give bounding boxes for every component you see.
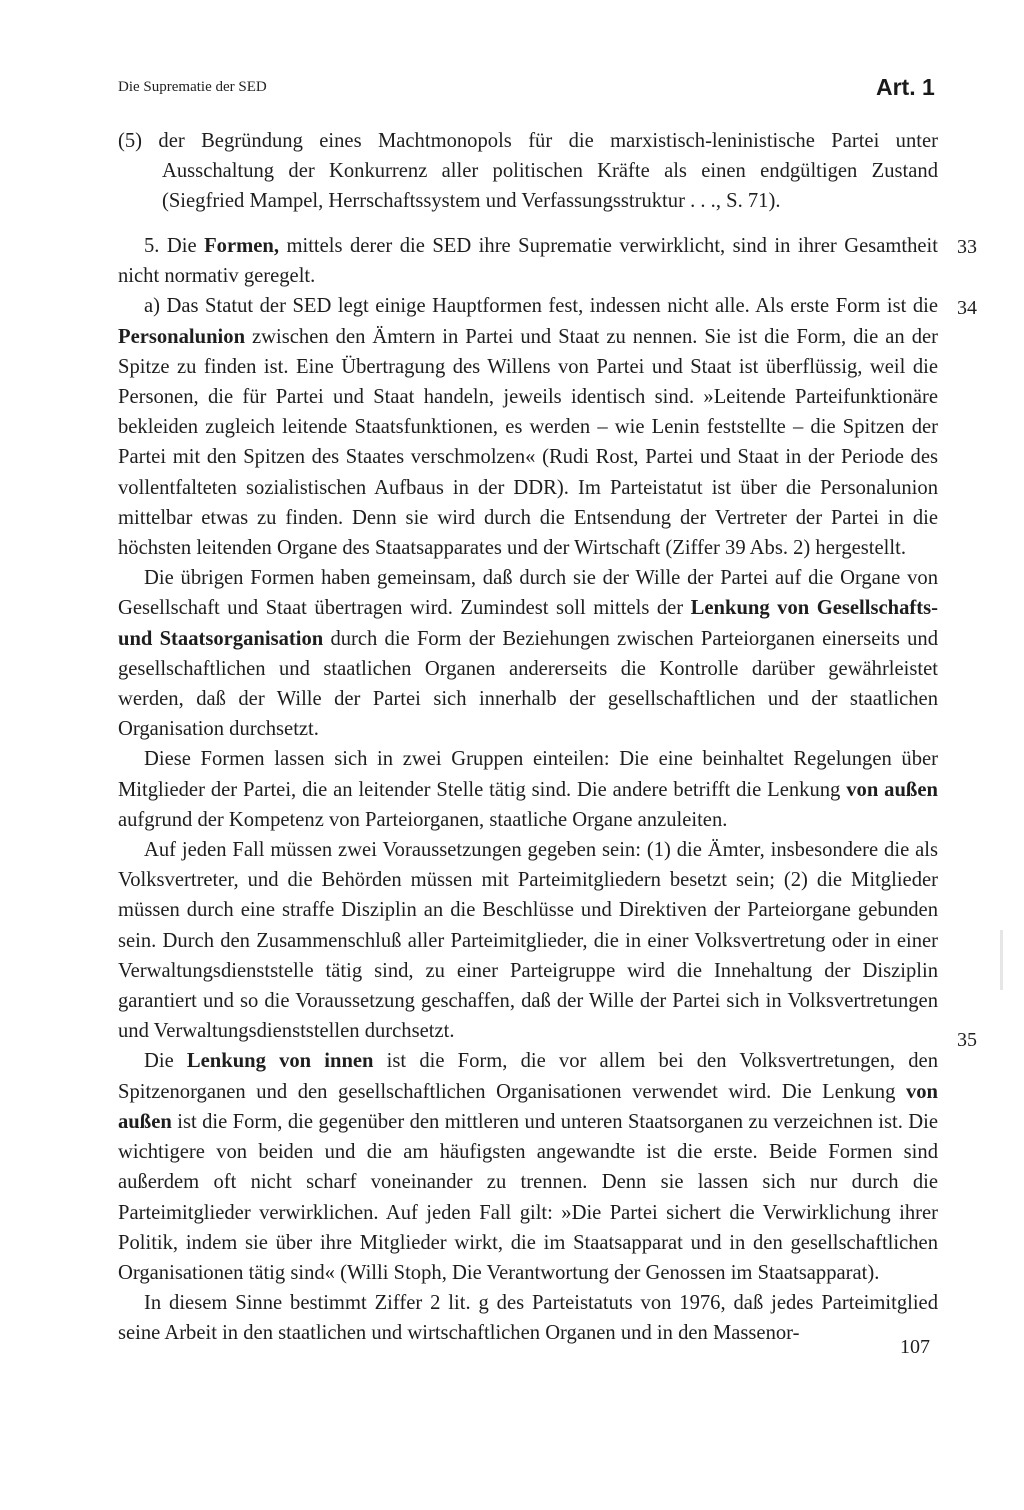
bold-term-lenkung-von-innen: Lenkung von innen — [186, 1050, 374, 1073]
text-run: 5. Die — [144, 235, 205, 257]
page-number: 107 — [900, 1336, 930, 1358]
text-run: a) Das Statut der SED legt einige Hauptformen fest, indessen nicht alle. Als erste Form ist die — [144, 295, 938, 318]
text-run: aufgrund der Kompetenz von Parteiorganen, staatliche Organe anzuleiten. — [118, 808, 728, 831]
article-label: Art. 1 — [876, 74, 935, 100]
text-run: Die — [144, 1050, 187, 1073]
paragraph-voraussetzungen: Auf jeden Fall müssen zwei Voraussetzungen gegeben sein: (1) die Ämter, insbesondere die als Volksvertreter, und die Behörden müssen mit Parteimitgliedern besetzt sein; (2) die Mitglieder müssen durch eine straffe Disziplin an die Beschlüsse und Direktiven der Parteiorgane gebunden sein. Durch den Zusammenschluß aller Parteimitglieder, die in einer Volksvertretung oder in einer Verwaltungsdienststelle tätig sind, zu einer Parteigruppe wird die Innehaltung der Disziplin garantiert und so die Voraussetzung geschaffen, daß der Wille der Partei sich in Volksvertretungen und Verwaltungsdienststellen durchsetzt. — [118, 839, 938, 1043]
text-run: zwischen den Ämtern in Partei und Staat zu nennen. Sie ist die Form, die an der Spitze zu finden ist. Eine Übertragung des Willens von Partei und Staat ist überflüssig, weil die Personen, die für Partei und Staat handeln, jeweils identisch sind. »Leitende Parteifunktionäre bekleiden zugleich leitende Staatsfunktionen, es werden – wie Lenin feststellte – die Spitzen der Partei mit den Spitzen des Staates verschmolzen« (Rudi Rost, Partei und Staat in der Periode des vollentfalteten sozialistischen Aufbaus in der DDR). Im Parteistatut ist über die Personalunion mittelbar etwas zu finden. Denn sie wird durch die Entsendung der Vertreter der Partei in die höchsten leitenden Organe des Staatsapparates und der Wirtschaft (Ziffer 39 Abs. 2) hergestellt. — [118, 325, 938, 560]
text-run: Diese Formen lassen sich in zwei Gruppen einteilen: Die eine beinhaltet Regelungen über Mitglieder der Partei, die an leitender Stelle tätig sind. Die andere betrifft die Lenkung — [118, 748, 938, 801]
paragraph-ziffer-2: In diesem Sinne bestimmt Ziffer 2 lit. g des Parteistatuts von 1976, daß jedes Parteimitglied seine Arbeit in den staatlichen und wirtschaftlichen Organen und in den Massenor- — [118, 1292, 938, 1345]
margin-number: 33 — [957, 236, 977, 258]
text-run: mittels derer die SED ihre Suprematie verwirklicht, sind in ihrer Gesamtheit nicht normativ geregelt. — [118, 235, 938, 288]
paragraph-formen — [118, 231, 938, 291]
continuation-paragraph: (5) der Begründung eines Machtmonopols für die marxistisch-leninistische Partei unter Ausschaltung der Konkurrenz aller politischen Kräfte als einen endgültigen Zustand (Siegfried Mampel, Herrschaftssystem und Verfassungsstruktur . . ., S. 71). — [118, 130, 938, 213]
margin-number: 35 — [957, 1029, 977, 1051]
bold-term-lenkung: Lenkung von Gesellschafts- und Staatsorganisation — [118, 597, 938, 650]
bold-term-personalunion: Personalunion — [118, 325, 246, 348]
paragraph-lenkung-von-innen — [118, 1046, 938, 1288]
text-run: ist die Form, die vor allem bei den Volksvertretungen, den Spitzenorganen und den gesellschaftlichen Organisationen verwendet wird. Die Lenkung — [118, 1050, 938, 1103]
paragraph-lenkung — [118, 563, 938, 744]
bold-term-formen: Formen, — [204, 235, 280, 257]
running-head-title: Die Suprematie der SED — [118, 79, 267, 95]
text-run: durch die Form der Beziehungen zwischen Parteiorganen einerseits und gesellschaftlichen und staatlichen Organen andererseits die Kontrolle darüber gewährleistet werden, daß der Wille der Partei sich innerhalb der gesellschaftlichen und der staatlichen Organisation durchsetzt. — [118, 627, 938, 741]
margin-number: 34 — [957, 297, 977, 319]
text-run: ist die Form, die gegenüber den mittleren und unteren Staatsorganen zu verzeichnen ist. Die wichtigere von beiden und die am häufigsten angewandte ist die erste. Beide Formen sind außerdem oft nicht scharf voneinander zu trennen. Denn sie lassen sich nur durch die Parteimitglieder verwirklichen. Auf jeden Fall gilt: »Die Partei sichert die Verwirklichung ihrer Politik, indem sie über ihre Mitglieder wirkt, die im Staatsapparat und in den gesellschaftlichen Organisationen tätig sind« (Willi Stoph, Die Verantwortung der Genossen im Staatsapparat). — [118, 1110, 938, 1284]
text-run: Die übrigen Formen haben gemeinsam, daß durch sie der Wille der Partei auf die Organe von Gesellschaft und Staat übertragen wird. Zumindest soll mittels der — [118, 567, 938, 620]
bold-term-von-aussen: von außen — [118, 1080, 938, 1133]
paragraph-personalunion — [118, 291, 938, 563]
paragraph-gruppen — [118, 744, 938, 835]
bold-term-von-aussen: von außen — [846, 778, 938, 801]
body-text — [118, 231, 938, 1349]
scan-artifact — [1000, 930, 1003, 990]
